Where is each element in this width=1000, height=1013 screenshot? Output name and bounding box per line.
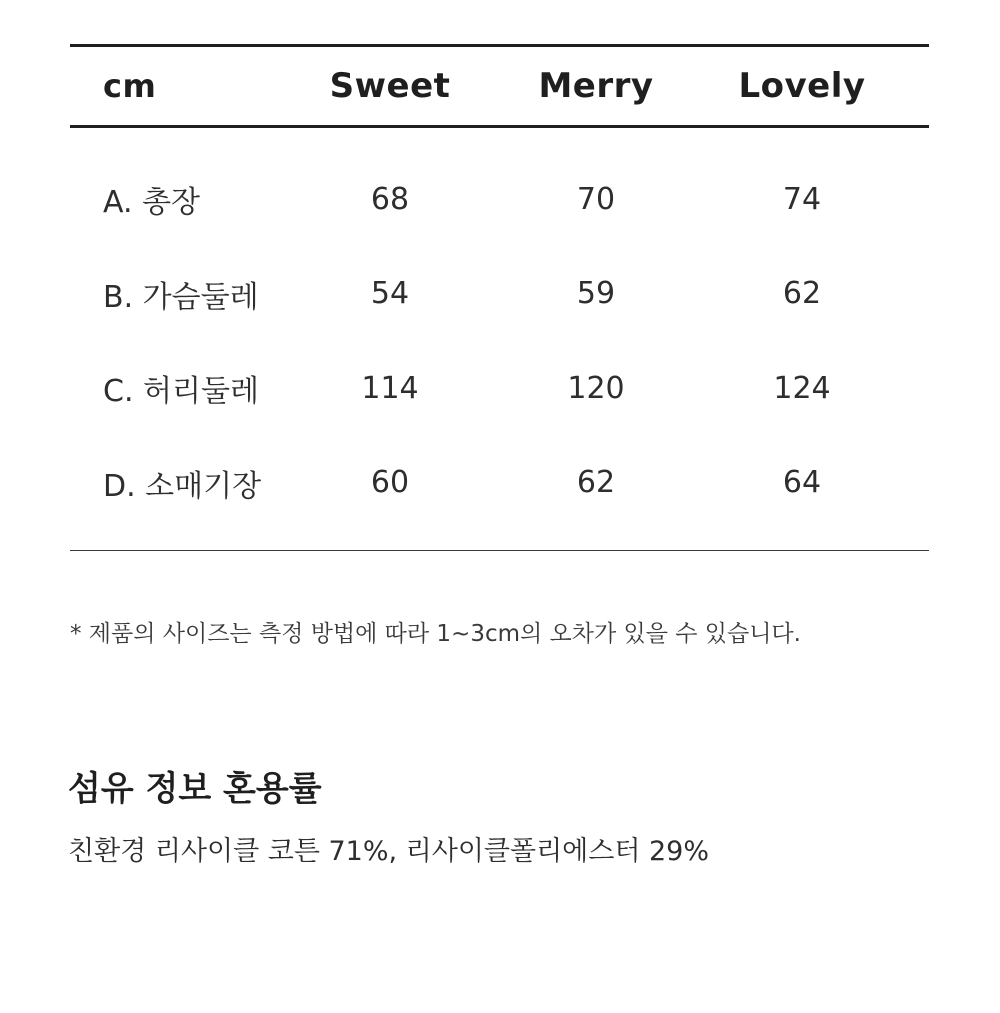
header-size-lovely: Lovely bbox=[738, 66, 866, 106]
table-cell: 60 bbox=[370, 465, 410, 501]
table-cell: 64 bbox=[782, 465, 822, 501]
table-cell: 124 bbox=[773, 370, 831, 406]
table-row bbox=[70, 436, 929, 531]
table-row bbox=[70, 247, 929, 342]
table-header-row bbox=[70, 47, 929, 125]
table-row bbox=[70, 341, 929, 436]
row-label: B. 가슴둘레 bbox=[103, 279, 259, 315]
table-row bbox=[70, 152, 929, 247]
table-cell: 120 bbox=[567, 370, 625, 406]
row-label: C. 허리둘레 bbox=[103, 374, 259, 410]
size-table bbox=[70, 44, 929, 551]
table-cell: 62 bbox=[782, 276, 822, 312]
fabric-composition: 친환경 리사이클 코튼 71%, 리사이클폴리에스터 29% bbox=[68, 836, 709, 867]
header-size-sweet: Sweet bbox=[329, 66, 451, 106]
table-cell: 62 bbox=[576, 465, 616, 501]
table-cell: 114 bbox=[361, 370, 419, 406]
table-bottom-rule bbox=[70, 550, 929, 551]
header-size-merry: Merry bbox=[538, 66, 654, 106]
table-cell: 70 bbox=[576, 181, 616, 217]
table-cell: 68 bbox=[370, 181, 410, 217]
size-disclaimer-note: * 제품의 사이즈는 측정 방법에 따라 1~3cm의 오차가 있을 수 있습니다. bbox=[70, 621, 801, 647]
header-unit: cm bbox=[103, 67, 157, 105]
table-cell: 54 bbox=[370, 276, 410, 312]
fabric-info-title: 섬유 정보 혼용률 bbox=[68, 769, 322, 810]
row-label: D. 소매기장 bbox=[103, 468, 262, 504]
row-label: A. 총장 bbox=[103, 185, 201, 221]
table-cell: 59 bbox=[576, 276, 616, 312]
table-body bbox=[70, 128, 929, 550]
table-cell: 74 bbox=[782, 181, 822, 217]
